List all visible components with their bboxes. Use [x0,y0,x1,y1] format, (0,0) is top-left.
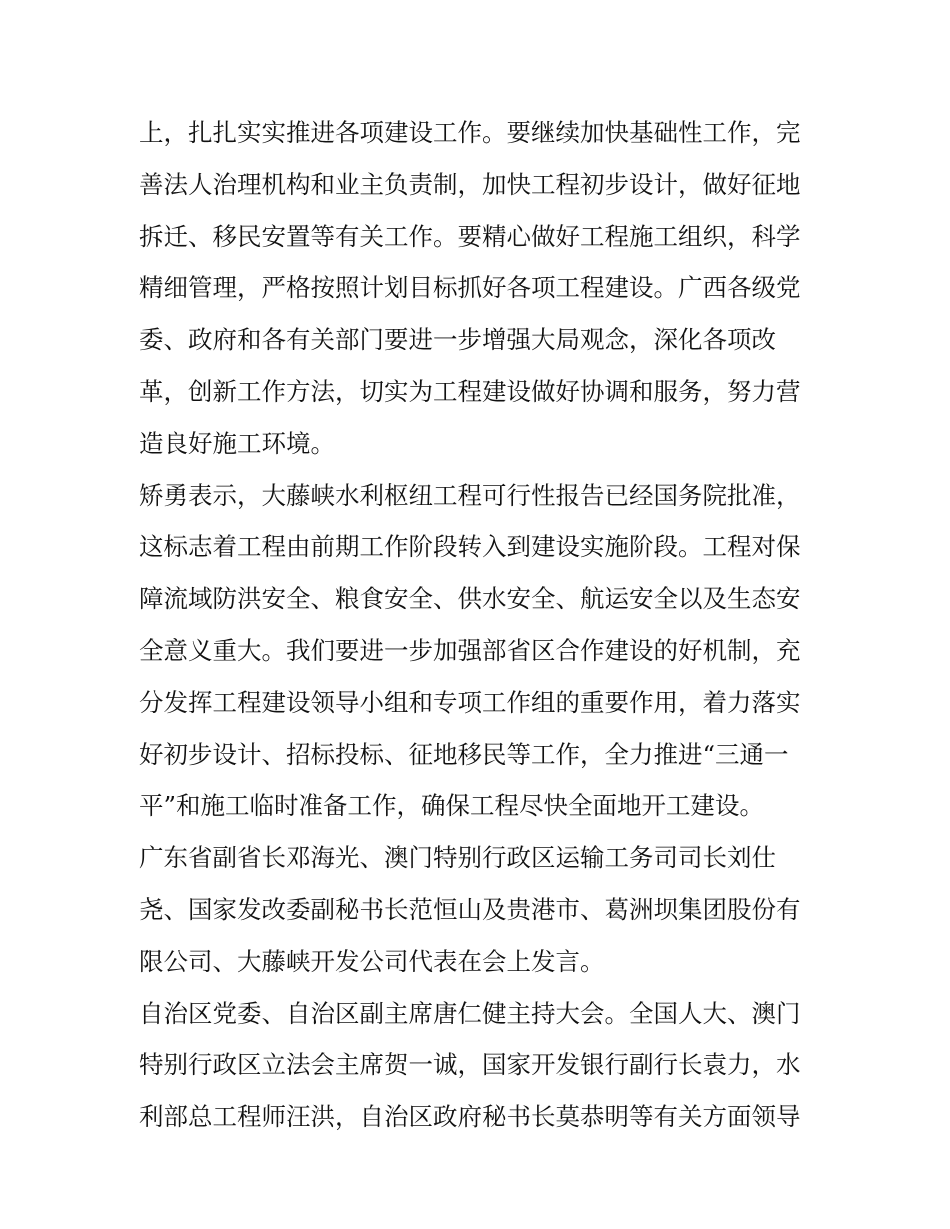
text-line: 特别行政区立法会主席贺一诚，国家开发银行副行长袁力，水 [139,1050,801,1080]
text-line: 全意义重大。我们要进一步加强部省区合作建设的好机制，充 [139,635,801,665]
text-line: 利部总工程师汪洪，自治区政府秘书长莫恭明等有关方面领导 [139,1102,801,1132]
text-line: 拆迁、移民安置等有关工作。要精心做好工程施工组织，科学 [139,221,801,251]
text-line: 尧、国家发改委副秘书长范恒山及贵港市、葛洲坝集团股份有 [139,894,801,924]
text-line: 广东省副省长邓海光、澳门特别行政区运输工务司司长刘仕 [139,843,776,873]
text-line: 精细管理，严格按照计划目标抓好各项工程建设。广西各级党 [139,273,801,303]
text-line: 委、政府和各有关部门要进一步增强大局观念，深化各项改 [139,325,776,355]
text-line: 分发挥工程建设领导小组和专项工作组的重要作用，着力落实 [139,687,801,717]
text-line: 上，扎扎实实推进各项建设工作。要继续加快基础性工作，完 [139,118,801,147]
document-body [139,107,819,1143]
text-line: 限公司、大藤峡开发公司代表在会上发言。 [139,946,605,976]
text-line: 好初步设计、招标投标、征地移民等工作，全力推进“三通一 [139,739,789,769]
text-line: 平”和施工临时准备工作，确保工程尽快全面地开工建设。 [139,791,765,821]
text-line: 善法人治理机构和业主负责制，加快工程初步设计，做好征地 [139,169,801,199]
text-line: 造良好施工环境。 [139,428,335,458]
text-line: 革，创新工作方法，切实为工程建设做好协调和服务，努力营 [139,376,801,406]
text-line: 矫勇表示，大藤峡水利枢纽工程可行性报告已经国务院批准， [139,480,801,510]
text-line: 障流域防洪安全、粮食安全、供水安全、航运安全以及生态安 [139,584,801,614]
text-line: 自治区党委、自治区副主席唐仁健主持大会。全国人大、澳门 [139,998,801,1028]
text-line: 这标志着工程由前期工作阶段转入到建设实施阶段。工程对保 [139,532,801,562]
